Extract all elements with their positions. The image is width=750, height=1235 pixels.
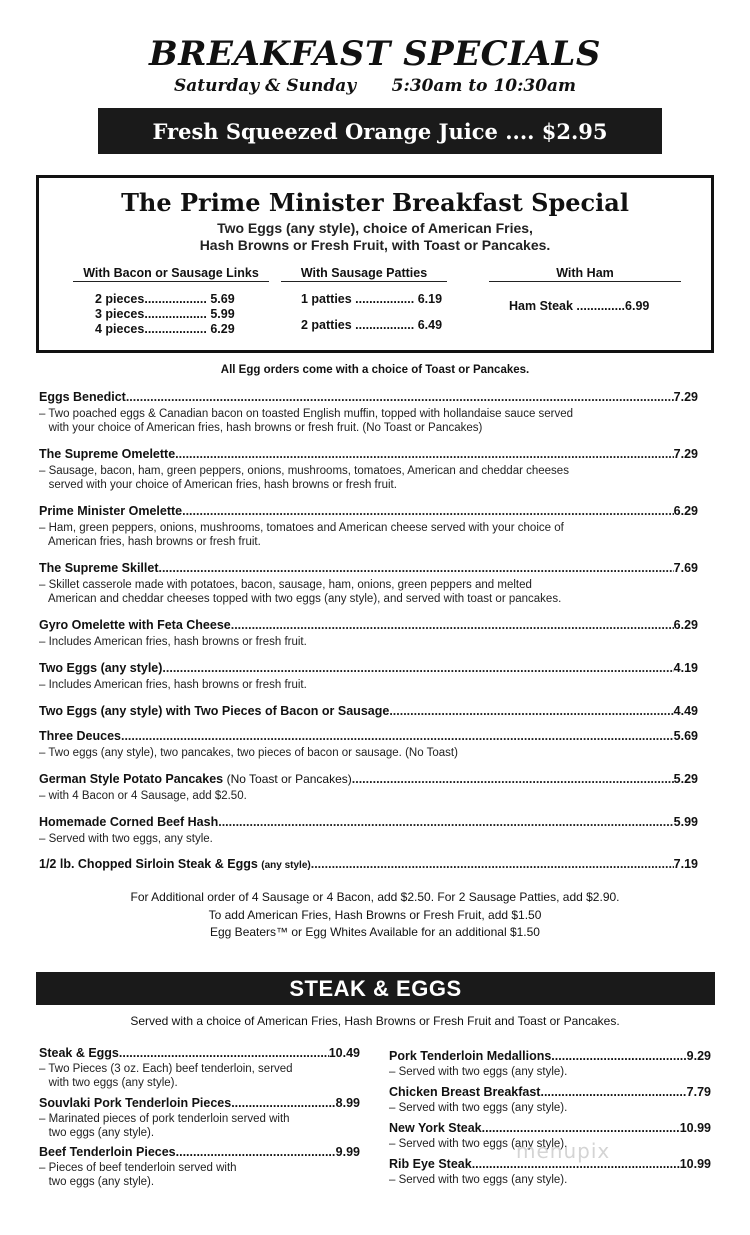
prime-minister-special-box xyxy=(36,175,714,353)
menu-item xyxy=(39,504,698,549)
additional-notes xyxy=(0,889,750,942)
item-note: (No Toast or Pancakes) xyxy=(226,772,352,786)
steak-served-note: Served with a choice of American Fries, Hash Browns or Fresh Fruit and Toast or Pancakes. xyxy=(130,1014,620,1028)
item-price: 10.99 xyxy=(679,1121,711,1135)
item-name: Gyro Omelette with Feta Cheese xyxy=(39,618,231,632)
menu-item xyxy=(39,857,698,872)
item-name: Souvlaki Pork Tenderloin Pieces xyxy=(39,1096,232,1110)
menu-item xyxy=(389,1085,711,1115)
menu-item xyxy=(39,447,698,492)
item-name: 1/2 lb. Chopped Sirloin Steak & Eggs xyxy=(39,857,262,871)
item-description: – Served with two eggs (any style). xyxy=(389,1174,568,1186)
column-header: With Sausage Patties xyxy=(281,266,447,282)
menu-item xyxy=(39,661,698,692)
item-description: – Ham, green peppers, onions, mushrooms, tomatoes and American cheese served with your choice of American fries, hash browns or fresh fruit. xyxy=(39,522,564,548)
item-description: – Served with two eggs (any style). xyxy=(389,1102,568,1114)
item-name: Homemade Corned Beef Hash xyxy=(39,815,219,829)
item-price: 4.19 xyxy=(673,661,698,675)
item-price: 5.99 xyxy=(673,815,698,829)
item-price: 10.99 xyxy=(679,1157,711,1171)
price-row: 3 pieces.................. 5.99 xyxy=(95,307,235,321)
menu-item xyxy=(39,815,698,846)
item-name: Prime Minister Omelette xyxy=(39,504,183,518)
item-name: Two Eggs (any style) xyxy=(39,661,163,675)
item-price: 4.49 xyxy=(673,704,698,718)
item-price: 7.79 xyxy=(686,1085,711,1099)
item-price: 7.29 xyxy=(673,447,698,461)
item-description: – Marinated pieces of pork tenderloin served with two eggs (any style). xyxy=(39,1113,290,1139)
prime-special-desc-line: Hash Browns or Fresh Fruit, with Toast or Pancakes. xyxy=(199,237,551,253)
menu-item xyxy=(39,772,698,803)
menu-item xyxy=(39,1046,360,1090)
item-price: 9.99 xyxy=(335,1145,360,1159)
item-name: Pork Tenderloin Medallions xyxy=(389,1049,552,1063)
item-name: Chicken Breast Breakfast xyxy=(389,1085,541,1099)
item-description: – Served with two eggs (any style). xyxy=(389,1138,568,1150)
item-name: Two Eggs (any style) with Two Pieces of Bacon or Sausage xyxy=(39,704,390,718)
item-price: 8.99 xyxy=(335,1096,360,1110)
item-description: – Two poached eggs & Canadian bacon on toasted English muffin, topped with hollandaise sauce served with your choice of American fries, hash browns or fresh fruit. (No Toast or Pancakes) xyxy=(39,408,574,434)
item-price: 5.29 xyxy=(673,772,698,786)
item-description: – Served with two eggs, any style. xyxy=(39,833,213,845)
item-name: Three Deuces xyxy=(39,729,121,743)
ham-column xyxy=(489,266,681,314)
item-name: German Style Potato Pancakes xyxy=(39,772,227,786)
menu-item xyxy=(39,1096,360,1140)
menu-item xyxy=(39,1145,360,1189)
item-price: 7.19 xyxy=(673,857,698,871)
steak-eggs-header: STEAK & EGGS xyxy=(36,972,715,1005)
item-description: – Includes American fries, hash browns or fresh fruit. xyxy=(39,636,307,648)
item-name: The Supreme Omelette xyxy=(39,447,176,461)
prime-special-title: The Prime Minister Breakfast Special xyxy=(121,188,629,217)
item-price: 7.69 xyxy=(673,561,698,575)
hours-line: Saturday & Sunday 5:30am to 10:30am xyxy=(173,76,577,96)
item-description: – Pieces of beef tenderloin served with two eggs (any style). xyxy=(39,1162,237,1188)
item-price: 10.49 xyxy=(328,1046,360,1060)
column-header: With Ham xyxy=(489,266,681,282)
egg-order-note: All Egg orders come with a choice of Toast or Pancakes. xyxy=(220,364,530,376)
item-price: 6.29 xyxy=(673,504,698,518)
item-description: – Two eggs (any style), two pancakes, two pieces of bacon or sausage. (No Toast) xyxy=(39,747,458,759)
item-name: Rib Eye Steak xyxy=(389,1157,472,1171)
menu-item xyxy=(39,729,698,760)
price-row: 2 patties ................. 6.49 xyxy=(301,318,443,332)
prime-special-description xyxy=(39,220,711,254)
item-name: Beef Tenderloin Pieces xyxy=(39,1145,176,1159)
item-description: – Includes American fries, hash browns or fresh fruit. xyxy=(39,679,307,691)
menu-item xyxy=(39,390,698,435)
watermark: menupix xyxy=(516,1139,611,1163)
item-description: – with 4 Bacon or 4 Sausage, add $2.50. xyxy=(39,790,247,802)
item-price: 6.29 xyxy=(673,618,698,632)
menu-item xyxy=(39,561,698,606)
item-name: New York Steak xyxy=(389,1121,482,1135)
price-row: 1 patties ................. 6.19 xyxy=(301,292,443,306)
price-row: 2 pieces.................. 5.69 xyxy=(95,292,235,306)
item-price: 7.29 xyxy=(673,390,698,404)
additional-note-line: To add American Fries, Hash Browns or Fresh Fruit, add $1.50 xyxy=(208,907,542,922)
item-price: 9.29 xyxy=(686,1049,711,1063)
price-row: 4 pieces.................. 6.29 xyxy=(95,322,235,336)
item-name: The Supreme Skillet xyxy=(39,561,159,575)
item-description: – Two Pieces (3 oz. Each) beef tenderloin, served with two eggs (any style). xyxy=(39,1063,293,1089)
column-header: With Bacon or Sausage Links xyxy=(73,266,269,282)
bacon-sausage-column xyxy=(73,266,269,337)
prime-special-desc-line: Two Eggs (any style), choice of American Fries, xyxy=(217,220,533,236)
item-description: – Served with two eggs (any style). xyxy=(389,1066,568,1078)
item-name: Steak & Eggs xyxy=(39,1046,119,1060)
menu-item xyxy=(389,1049,711,1079)
menu-item xyxy=(39,704,698,719)
item-description: – Skillet casserole made with potatoes, bacon, sausage, ham, onions, green peppers and melted American and cheddar cheeses topped with two eggs (any style), and served with toast or pancakes. xyxy=(39,579,562,605)
sausage-patties-column xyxy=(281,266,447,338)
item-note: (any style) xyxy=(261,860,311,871)
orange-juice-banner: Fresh Squeezed Orange Juice .... $2.95 xyxy=(98,108,662,154)
additional-note-line: Egg Beaters™ or Egg Whites Available for an additional $1.50 xyxy=(210,925,540,939)
item-price: 5.69 xyxy=(673,729,698,743)
item-name: Eggs Benedict xyxy=(39,390,126,404)
page-title: BREAKFAST SPECIALS xyxy=(149,34,601,74)
price-row: Ham Steak ..............6.99 xyxy=(509,299,650,313)
item-description: – Sausage, bacon, ham, green peppers, onions, mushrooms, tomatoes, American and cheddar cheeses served with your choice of American fries, hash browns or fresh fruit. xyxy=(39,465,569,491)
menu-item xyxy=(39,618,698,649)
additional-note-line: For Additional order of 4 Sausage or 4 Bacon, add $2.50. For 2 Sausage Patties, add $2.90. xyxy=(130,890,620,904)
